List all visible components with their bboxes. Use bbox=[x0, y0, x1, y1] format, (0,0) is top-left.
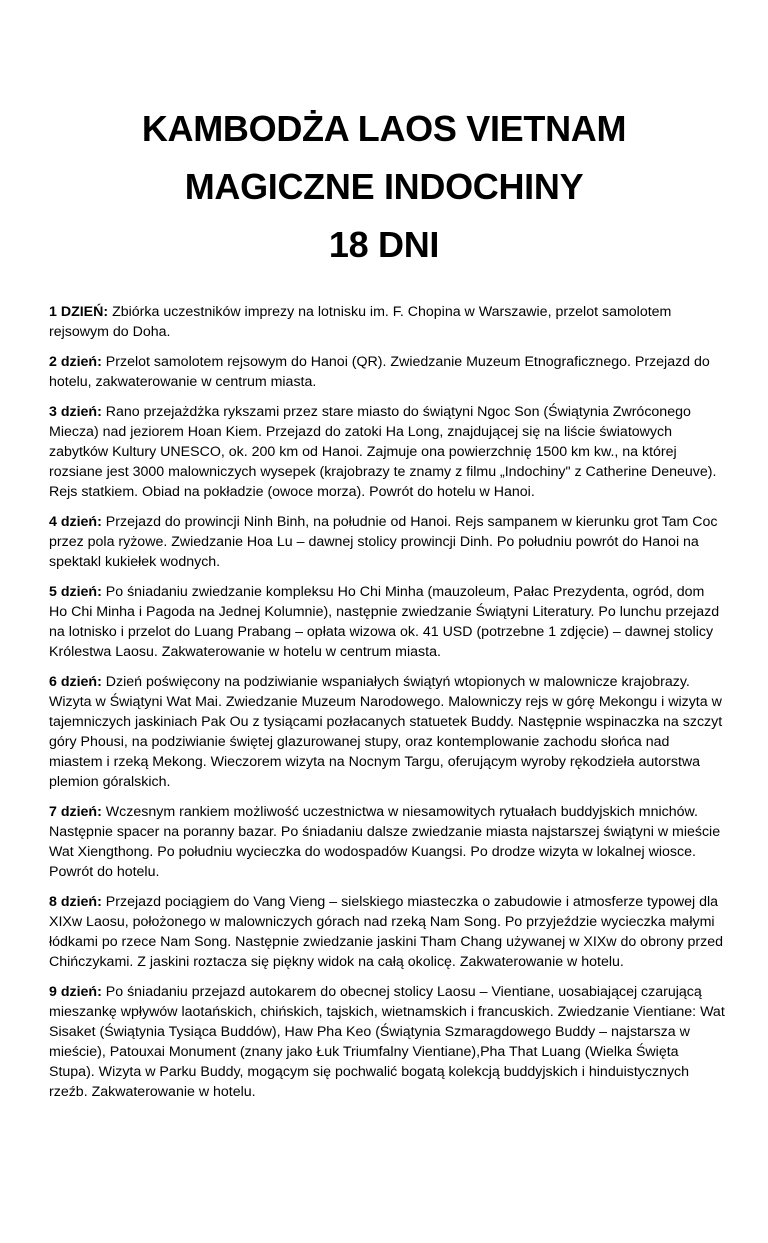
day-label: 3 dzień: bbox=[49, 404, 102, 420]
day-label: 8 dzień: bbox=[49, 894, 102, 910]
day-description: Po śniadaniu zwiedzanie kompleksu Ho Chi Minha (mauzoleum, Pałac Prezydenta, ogród, dom Ho Chi Minha i Pagoda na Jednej Kolumnie), następnie zwiedzanie Świątyni Literatury. Po lunchu przejazd na lotnisko i przelot do Luang Prabang – opłata wizowa ok. 41 USD (potrzebne 1 zdjęcie) – dawnej stolicy Królestwa Laosu. Zakwaterowanie w hotelu w centrum miasta. bbox=[49, 584, 720, 660]
day-description: Rano przejażdżka rykszami przez stare miasto do świątyni Ngoc Son (Świątynia Zwróconego Miecza) nad jeziorem Hoan Kiem. Przejazd do zatoki Ha Long, znajdującej się na liście światowych zabytków Kultury UNESCO, ok. 200 km od Hanoi. Zajmuje ona powierzchnię 1500 km kw., na której rozsiane jest 3000 malowniczych wysepek (krajobrazy te znamy z filmu „Indochiny" z Catherine Deneuve). Rejs statkiem. Obiad na pokładzie (owoce morza). Powrót do hotelu w Hanoi. bbox=[49, 404, 717, 500]
itinerary-day-4 bbox=[49, 512, 725, 572]
title-line-duration: 18 DNI bbox=[328, 224, 440, 265]
day-label: 2 dzień: bbox=[49, 354, 102, 370]
day-description: Wczesnym rankiem możliwość uczestnictwa w niesamowitych rytuałach buddyjskich mnichów. Następnie spacer na poranny bazar. Po śniadaniu dalsze zwiedzanie miasta najstarszej świątyni w mieście Wat Xiengthong. Po południu wycieczka do wodospadów Kuangsi. Po drodze wizyta w lokalnej wiosce. Powrót do hotelu. bbox=[49, 804, 721, 880]
itinerary-day-5 bbox=[49, 582, 725, 662]
day-description: Zbiórka uczestników imprezy na lotnisku im. F. Chopina w Warszawie, przelot samolotem rejsowym do Doha. bbox=[49, 304, 672, 340]
day-description: Przelot samolotem rejsowym do Hanoi (QR). Zwiedzanie Muzeum Etnograficznego. Przejazd do hotelu, zakwaterowanie w centrum miasta. bbox=[49, 354, 710, 390]
itinerary-day-1 bbox=[49, 302, 725, 342]
day-description: Przejazd pociągiem do Vang Vieng – sielskiego miasteczka o zabudowie i atmosferze typowej dla XIXw Laosu, położonego w malowniczych górach nad rzeką Nam Song. Po przyjeździe wycieczka małymi łódkami po rzece Nam Song. Następnie zwiedzanie jaskini Tham Chang używanej w XIXw do obrony przed Chińczykami. Z jaskini roztacza się piękny widok na całą okolicę. Zakwaterowanie w hotelu. bbox=[49, 894, 723, 970]
day-description: Przejazd do prowincji Ninh Binh, na południe od Hanoi. Rejs sampanem w kierunku grot Tam Coc przez pola ryżowe. Zwiedzanie Hoa Lu – dawnej stolicy prowincji Dinh. Po południu powrót do Hanoi na spektakl kukiełek wodnych. bbox=[49, 514, 718, 570]
itinerary-day-6 bbox=[49, 672, 725, 792]
document-title bbox=[0, 105, 768, 269]
day-description: Dzień poświęcony na podziwianie wspaniałych świątyń wtopionych w malownicze krajobrazy. Wizyta w Świątyni Wat Mai. Zwiedzanie Muzeum Narodowego. Malowniczy rejs w górę Mekongu i wizyta w tajemniczych jaskiniach Pak Ou z tysiącami pozłacanych statuetek Buddy. Następnie wspinaczka na szczyt góry Phousi, na podziwianie świętej glazurowanej stupy, oraz kontemplowanie zachodu słońca nad miastem i rzeką Mekong. Wieczorem wizyta na Nocnym Targu, oferującym wyroby rękodzieła autorstwa plemion góralskich. bbox=[49, 674, 723, 790]
day-label: 6 dzień: bbox=[49, 674, 102, 690]
itinerary-day-9 bbox=[49, 982, 725, 1102]
day-label: 7 dzień: bbox=[49, 804, 102, 820]
day-label: 5 dzień: bbox=[49, 584, 102, 600]
title-line-countries: KAMBODŻA LAOS VIETNAM bbox=[141, 108, 627, 149]
day-label: 1 DZIEŃ: bbox=[49, 304, 109, 320]
itinerary-day-2 bbox=[49, 352, 725, 392]
itinerary-day-8 bbox=[49, 892, 725, 972]
day-label: 4 dzień: bbox=[49, 514, 102, 530]
itinerary bbox=[49, 302, 725, 1112]
day-description: Po śniadaniu przejazd autokarem do obecnej stolicy Laosu – Vientiane, uosabiającej czarującą mieszankę wpływów laotańskich, chińskich, tajskich, wietnamskich i francuskich. Zwiedzanie Vientiane: Wat Sisaket (Świątynia Tysiąca Buddów), Haw Pha Keo (Świątynia Szmaragdowego Buddy – najstarsza w mieście), Patouxai Monument (znany jako Łuk Triumfalny Vientiane),Pha That Luang (Wielka Święta Stupa). Wizyta w Parku Buddy, mogącym się pochwalić bogatą kolekcją buddyjskich i hinduistycznych rzeźb. Zakwaterowanie w hotelu. bbox=[49, 984, 725, 1100]
itinerary-day-3 bbox=[49, 402, 725, 502]
title-line-subtitle: MAGICZNE INDOCHINY bbox=[184, 166, 584, 207]
itinerary-day-7 bbox=[49, 802, 725, 882]
day-label: 9 dzień: bbox=[49, 984, 102, 1000]
